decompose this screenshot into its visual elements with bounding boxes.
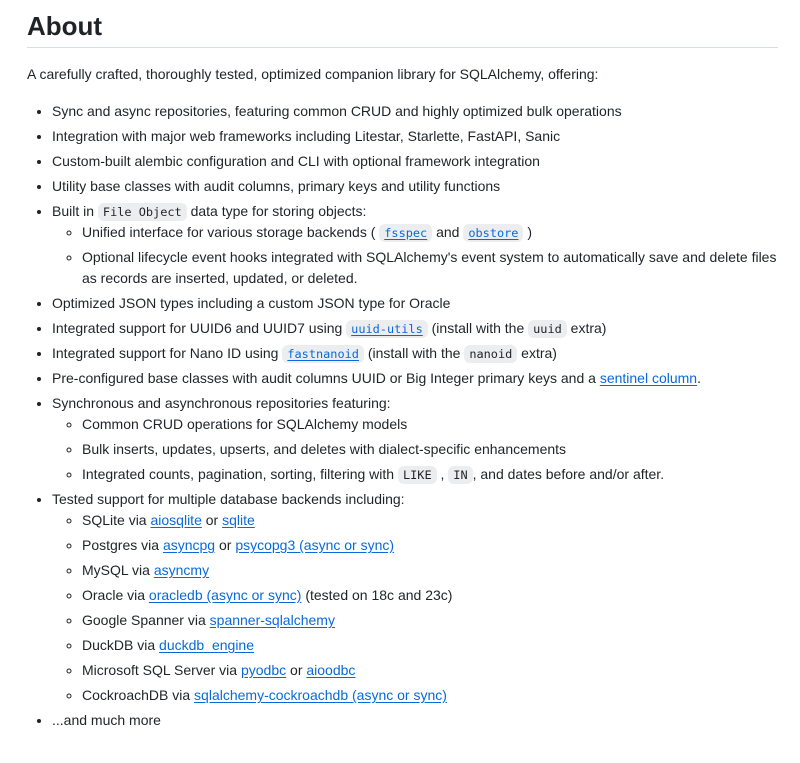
- backend-cockroachdb: [82, 685, 778, 706]
- text-run: .: [697, 369, 701, 386]
- backends-sublist: [52, 510, 778, 706]
- link-sqlite[interactable]: sqlite: [222, 511, 255, 528]
- text-run: (install with the: [367, 344, 461, 361]
- backend-sqlite: [82, 510, 778, 531]
- backend-spanner: [82, 610, 778, 631]
- link-aiosqlite[interactable]: aiosqlite: [150, 511, 202, 528]
- code-uuid-extra: uuid: [528, 320, 567, 338]
- text-run: MySQL via: [82, 561, 150, 578]
- text-run: Synchronous and asynchronous repositories featuring:: [52, 394, 391, 411]
- text-run: Pre-configured base classes with audit columns UUID or Big Integer primary keys and a: [52, 369, 596, 386]
- text-run: , and dates before and/or after.: [472, 465, 665, 482]
- text-run: ): [527, 223, 533, 240]
- feature-storage-backends: [82, 222, 778, 243]
- feature-repositories: [52, 393, 778, 485]
- page-title: About: [27, 12, 778, 48]
- backend-postgres: [82, 535, 778, 556]
- link-sqlalchemy-cockroachdb[interactable]: sqlalchemy-cockroachdb (async or sync): [194, 686, 447, 703]
- code-in-operator: IN: [448, 466, 472, 484]
- text-run: and: [436, 223, 460, 240]
- backend-oracle: [82, 585, 778, 606]
- feature-json-types: • Optimized JSON types including a custom JSON type for Oracle: [52, 293, 778, 314]
- link-duckdb-engine[interactable]: duckdb_engine: [159, 636, 255, 653]
- feature-alembic: • Custom-built alembic configuration and CLI with optional framework integration: [52, 151, 778, 172]
- text-run: DuckDB via: [82, 636, 156, 653]
- feature-uuid-support: [52, 318, 778, 339]
- text-run: Built in: [52, 202, 95, 219]
- text-run: data type for storing objects:: [190, 202, 367, 219]
- code-obstore[interactable]: obstore: [463, 224, 523, 242]
- text-run: Microsoft SQL Server via: [82, 661, 238, 678]
- feature-file-object: [52, 201, 778, 289]
- feature-sentinel-column: [52, 368, 778, 389]
- repositories-sublist: [52, 414, 778, 485]
- feature-utility-base-classes: • Utility base classes with audit columns, primary keys and utility functions: [52, 176, 778, 197]
- code-like-operator: LIKE: [398, 466, 437, 484]
- feature-filtering: [82, 464, 778, 485]
- link-asyncmy[interactable]: asyncmy: [153, 561, 210, 578]
- feature-bulk-operations: ◦ Bulk inserts, updates, upserts, and deletes with dialect-specific enhancements: [82, 439, 778, 460]
- text-run: Postgres via: [82, 536, 160, 553]
- link-uuid-utils[interactable]: [346, 320, 428, 336]
- link-aioodbc[interactable]: aioodbc: [306, 661, 356, 678]
- text-run: extra): [521, 344, 557, 361]
- backend-mssql: [82, 660, 778, 681]
- feature-list: [27, 101, 778, 731]
- text-run: Oracle via: [82, 586, 146, 603]
- link-psycopg3[interactable]: psycopg3 (async or sync): [235, 536, 395, 553]
- text-run: or: [205, 511, 219, 528]
- text-run: SQLite via: [82, 511, 147, 528]
- feature-nanoid-support: [52, 343, 778, 364]
- code-uuid-utils[interactable]: uuid-utils: [346, 320, 428, 338]
- text-run: CockroachDB via: [82, 686, 191, 703]
- text-run: extra): [570, 319, 607, 336]
- text-run: Integrated support for UUID6 and UUID7 using: [52, 319, 343, 336]
- link-spanner-sqlalchemy[interactable]: spanner-sqlalchemy: [209, 611, 335, 628]
- link-obstore[interactable]: [463, 224, 523, 240]
- feature-sync-async: • Sync and async repositories, featuring common CRUD and highly optimized bulk operations: [52, 101, 778, 122]
- text-run: or: [218, 536, 232, 553]
- text-run: Tested support for multiple database backends including:: [52, 490, 405, 507]
- code-fsspec[interactable]: fsspec: [379, 224, 432, 242]
- link-sentinel-column[interactable]: sentinel column: [599, 369, 698, 386]
- link-pyodbc[interactable]: pyodbc: [240, 661, 287, 678]
- text-run: Integrated support for Nano ID using: [52, 344, 279, 361]
- link-fsspec[interactable]: [379, 224, 432, 240]
- text-run: Unified interface for various storage backends (: [82, 223, 376, 240]
- text-run: Integrated counts, pagination, sorting, filtering with: [82, 465, 395, 482]
- link-asyncpg[interactable]: asyncpg: [162, 536, 216, 553]
- code-nanoid-extra: nanoid: [464, 345, 517, 363]
- file-object-sublist: [52, 222, 778, 289]
- intro-paragraph: A carefully crafted, thoroughly tested, optimized companion library for SQLAlchemy, offering:: [27, 65, 599, 82]
- readme-about-section: [0, 12, 800, 763]
- link-oracledb[interactable]: oracledb (async or sync): [148, 586, 302, 603]
- feature-crud-operations: ◦ Common CRUD operations for SQLAlchemy models: [82, 414, 778, 435]
- code-file-object: File Object: [98, 203, 187, 221]
- text-run: ,: [440, 465, 445, 482]
- text-run: (tested on 18c and 23c): [305, 586, 453, 603]
- link-fastnanoid[interactable]: [282, 345, 364, 361]
- feature-and-more: • ...and much more: [52, 710, 778, 731]
- feature-lifecycle-hooks: ◦ Optional lifecycle event hooks integrated with SQLAlchemy's event system to automatically save and delete files as records are inserted, updated, or deleted.: [82, 247, 778, 289]
- code-fastnanoid[interactable]: fastnanoid: [282, 345, 364, 363]
- text-run: Google Spanner via: [82, 611, 206, 628]
- text-run: (install with the: [431, 319, 525, 336]
- feature-frameworks: • Integration with major web frameworks including Litestar, Starlette, FastAPI, Sanic: [52, 126, 778, 147]
- text-run: or: [290, 661, 303, 678]
- backend-duckdb: [82, 635, 778, 656]
- backend-mysql: [82, 560, 778, 581]
- feature-database-backends: [52, 489, 778, 706]
